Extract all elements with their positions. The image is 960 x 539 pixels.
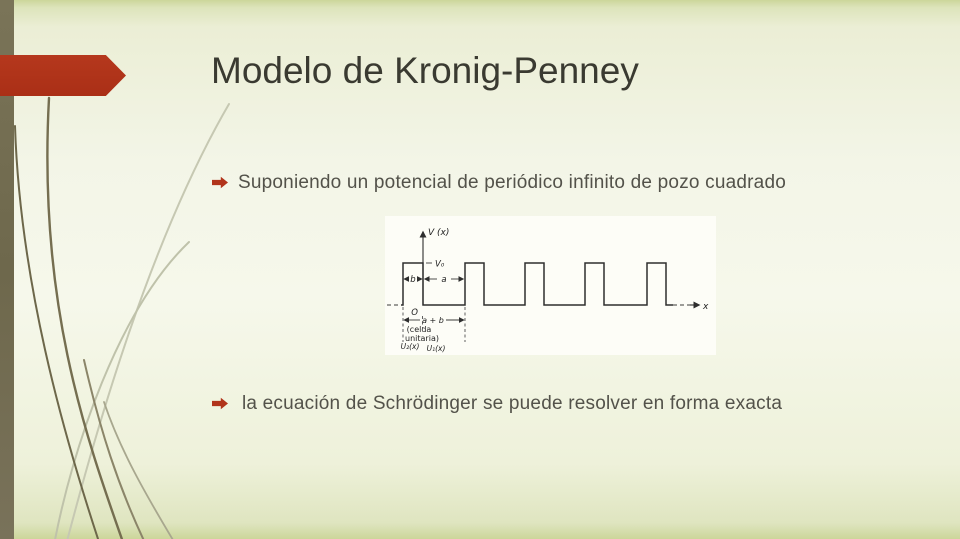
u1-label: U₁(x) — [426, 344, 446, 353]
grass-blade-icon — [66, 104, 229, 539]
cell-name-line2: unitaria) — [405, 334, 439, 343]
title-arrow-banner-icon — [0, 55, 126, 96]
potential-figure — [385, 216, 716, 355]
bullet-arrow-icon — [212, 397, 228, 410]
grass-blade-icon — [54, 242, 189, 539]
cell-name-line1: (celda — [406, 325, 432, 334]
bullet-item-1 — [212, 172, 892, 194]
a-label: a — [441, 275, 447, 285]
grass-blade-icon — [15, 126, 100, 539]
origin-label: O — [411, 308, 418, 318]
bullet-arrow-icon — [212, 176, 228, 189]
slide-title: Modelo de Kronig-Penney — [211, 50, 639, 91]
x-axis-label: x — [703, 302, 709, 312]
bullet-text-2: la ecuación de Schrödinger se puede resolver en forma exacta — [242, 393, 783, 414]
bullet-item-2 — [212, 393, 892, 415]
v0-label: V₀ — [435, 259, 445, 270]
bullet-text-1: Suponiendo un potencial de periódico infinito de pozo cuadrado — [238, 172, 786, 193]
y-axis-label: V (x) — [428, 228, 450, 238]
u2-label: U₂(x) — [400, 342, 420, 351]
kronig-penney-diagram — [385, 216, 716, 355]
b-label: b — [410, 275, 416, 285]
cell-width-label: a + b — [422, 316, 444, 325]
